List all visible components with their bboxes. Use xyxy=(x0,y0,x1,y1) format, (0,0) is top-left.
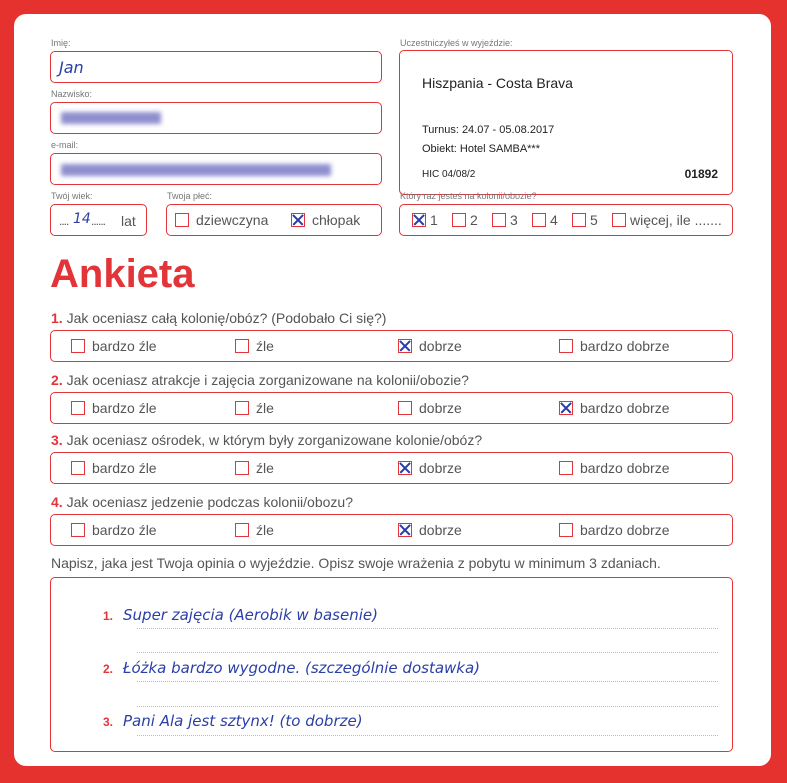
q3-option-very-bad[interactable]: bardzo źle xyxy=(71,460,157,476)
times-option-more[interactable]: więcej, ile ....... xyxy=(612,212,722,228)
surname-field[interactable] xyxy=(50,102,382,134)
checkbox-female[interactable] xyxy=(175,213,189,227)
trip-dates: Turnus: 24.07 - 05.08.2017 xyxy=(422,124,555,136)
checkbox-male-checked[interactable] xyxy=(291,213,305,227)
times-option-3[interactable]: 3 xyxy=(492,212,518,228)
checkbox-times-2[interactable] xyxy=(452,213,466,227)
writing-line xyxy=(137,681,718,682)
email-field[interactable] xyxy=(50,153,382,185)
gender-label: Twoja płeć: xyxy=(167,191,213,201)
first-name-field[interactable] xyxy=(50,51,382,83)
opinion-prompt: Napisz, jaka jest Twoja opinia o wyjeździe. Opisz swoje wrażenia z pobytu w minimum 3 zdaniach. xyxy=(51,555,661,571)
age-label: Twój wiek: xyxy=(51,191,93,201)
times-option-4[interactable]: 4 xyxy=(532,212,558,228)
q2-checkbox-very-good-checked[interactable] xyxy=(559,401,573,415)
question-2: 2. Jak oceniasz atrakcje i zajęcia zorganizowane na kolonii/obozie? xyxy=(51,372,469,388)
q1-checkbox-bad[interactable] xyxy=(235,339,249,353)
checkbox-times-3[interactable] xyxy=(492,213,506,227)
q3-checkbox-bad[interactable] xyxy=(235,461,249,475)
survey-title: Ankieta xyxy=(50,252,195,296)
trip-hotel: Obiekt: Hotel SAMBA*** xyxy=(422,143,540,155)
times-field xyxy=(399,204,733,236)
q4-option-bad[interactable]: źle xyxy=(235,522,274,538)
checkbox-times-4[interactable] xyxy=(532,213,546,227)
q1-checkbox-very-bad[interactable] xyxy=(71,339,85,353)
checkbox-times-more[interactable] xyxy=(612,213,626,227)
writing-line xyxy=(137,652,718,653)
q1-option-very-good[interactable]: bardzo dobrze xyxy=(559,338,670,354)
trip-participant-label: Uczestniczyłeś w wyjeździe: xyxy=(400,38,513,48)
q2-option-very-good[interactable]: bardzo dobrze xyxy=(559,400,670,416)
survey-sheet xyxy=(14,14,771,766)
trip-info-box xyxy=(399,50,733,195)
first-name-label: Imię: xyxy=(51,38,71,48)
writing-line xyxy=(137,735,718,736)
q1-checkbox-good-checked[interactable] xyxy=(398,339,412,353)
redacted-email xyxy=(61,164,331,176)
checkbox-times-5[interactable] xyxy=(572,213,586,227)
q3-checkbox-very-good[interactable] xyxy=(559,461,573,475)
gender-male-option[interactable]: chłopak xyxy=(291,212,360,228)
age-unit: lat xyxy=(121,213,136,229)
trip-destination: Hiszpania - Costa Brava xyxy=(422,75,573,91)
q3-option-very-good[interactable]: bardzo dobrze xyxy=(559,460,670,476)
opinion-line-3: 3. Pani Ala jest sztynx! (to dobrze) xyxy=(103,712,363,730)
email-label: e-mail: xyxy=(51,140,79,150)
writing-line xyxy=(137,628,718,629)
q4-checkbox-good-checked[interactable] xyxy=(398,523,412,537)
times-option-2[interactable]: 2 xyxy=(452,212,478,228)
times-label: Który raz jesteś na kolonii/obozie? xyxy=(400,191,537,201)
q1-option-very-bad[interactable]: bardzo źle xyxy=(71,338,157,354)
q4-checkbox-very-good[interactable] xyxy=(559,523,573,537)
question-4-answers xyxy=(50,514,733,546)
question-2-answers xyxy=(50,392,733,424)
q1-checkbox-very-good[interactable] xyxy=(559,339,573,353)
trip-number: 01892 xyxy=(684,167,718,181)
gender-field xyxy=(166,204,382,236)
question-4: 4. Jak oceniasz jedzenie podczas kolonii/obozu? xyxy=(51,494,353,510)
q3-option-good[interactable]: dobrze xyxy=(398,460,462,476)
gender-female-option[interactable]: dziewczyna xyxy=(175,212,268,228)
q1-option-good[interactable]: dobrze xyxy=(398,338,462,354)
q2-checkbox-very-bad[interactable] xyxy=(71,401,85,415)
opinion-line-1: 1. Super zajęcia (Aerobik w basenie) xyxy=(103,606,378,624)
q4-option-very-bad[interactable]: bardzo źle xyxy=(71,522,157,538)
q3-checkbox-very-bad[interactable] xyxy=(71,461,85,475)
q1-option-bad[interactable]: źle xyxy=(235,338,274,354)
q2-checkbox-bad[interactable] xyxy=(235,401,249,415)
q2-checkbox-good[interactable] xyxy=(398,401,412,415)
times-option-1[interactable]: 1 xyxy=(412,212,438,228)
q4-option-good[interactable]: dobrze xyxy=(398,522,462,538)
first-name-value: Jan xyxy=(59,58,84,77)
q2-option-bad[interactable]: źle xyxy=(235,400,274,416)
question-3: 3. Jak oceniasz ośrodek, w którym były zorganizowane kolonie/obóz? xyxy=(51,432,483,448)
q2-option-very-bad[interactable]: bardzo źle xyxy=(71,400,157,416)
surname-label: Nazwisko: xyxy=(51,89,93,99)
question-1-answers xyxy=(50,330,733,362)
opinion-box[interactable] xyxy=(50,577,733,752)
q3-checkbox-good-checked[interactable] xyxy=(398,461,412,475)
q4-option-very-good[interactable]: bardzo dobrze xyxy=(559,522,670,538)
times-option-5[interactable]: 5 xyxy=(572,212,598,228)
q4-checkbox-bad[interactable] xyxy=(235,523,249,537)
q3-option-bad[interactable]: źle xyxy=(235,460,274,476)
q2-option-good[interactable]: dobrze xyxy=(398,400,462,416)
checkbox-times-1-checked[interactable] xyxy=(412,213,426,227)
age-value: 14 xyxy=(73,211,91,227)
question-1: 1. Jak oceniasz całą kolonię/obóz? (Podobało Ci się?) xyxy=(51,310,387,326)
writing-line xyxy=(137,706,718,707)
q4-checkbox-very-bad[interactable] xyxy=(71,523,85,537)
opinion-line-2: 2. Łóżka bardzo wygodne. (szczególnie dostawka) xyxy=(103,659,481,677)
trip-code: HIC 04/08/2 xyxy=(422,169,476,180)
question-3-answers xyxy=(50,452,733,484)
redacted-surname xyxy=(61,112,161,124)
age-field[interactable]: .... 14 ...... lat xyxy=(50,204,147,236)
